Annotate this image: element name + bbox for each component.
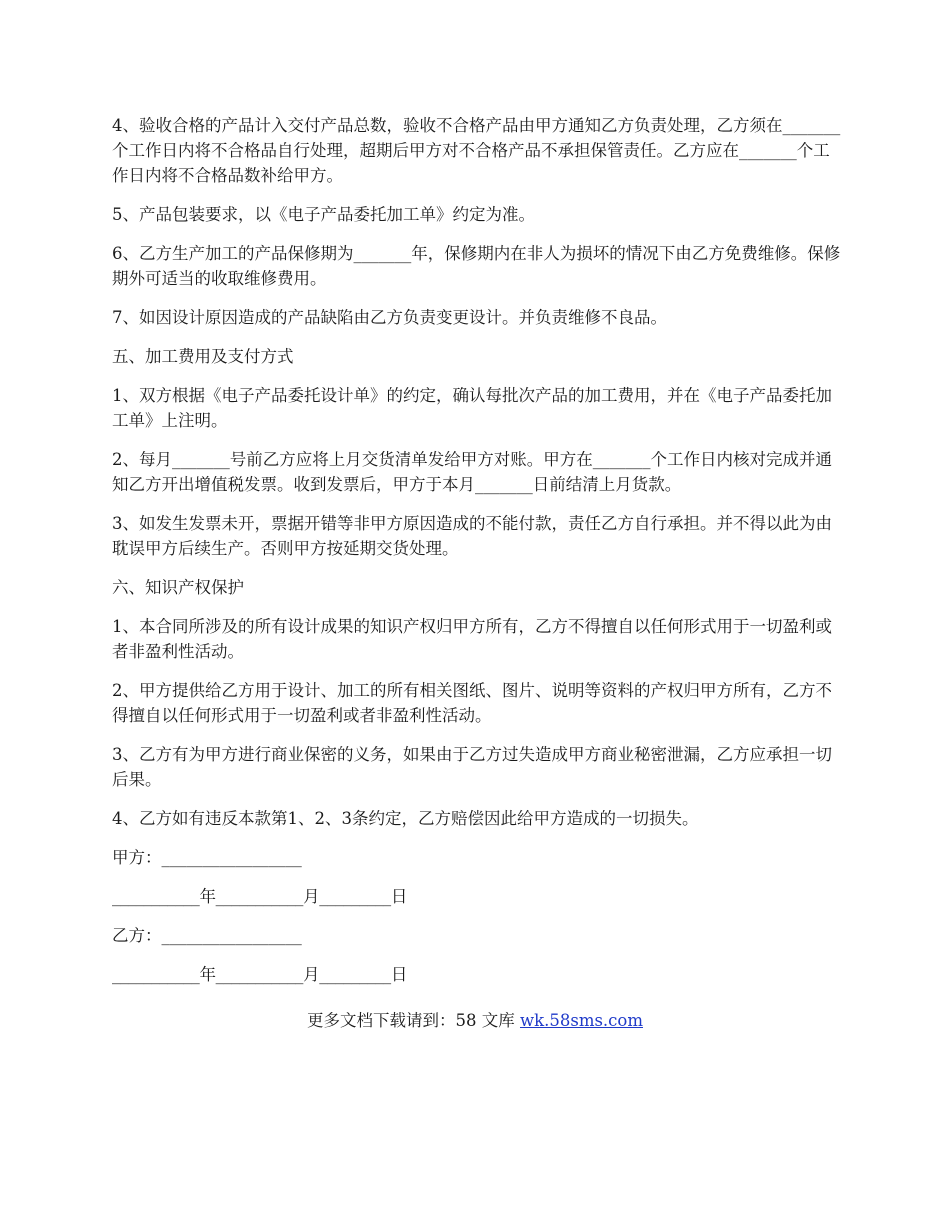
fees-clause-2: 2、每月_______号前乙方应将上月交货清单发给甲方对账。甲方在_______个工作日内核对完成并通知乙方开出增值税发票。收到发票后，甲方于本月_______日前结清上月货款。 — [112, 450, 832, 494]
clause-6-warranty: 6、乙方生产加工的产品保修期为_______年，保修期内在非人为损坏的情况下由乙方免费维修。保修期外可适当的收取维修费用。 — [112, 244, 841, 288]
download-footer — [0, 1008, 950, 1033]
ip-clause-2: 2、甲方提供给乙方用于设计、加工的所有相关图纸、图片、说明等资料的产权归甲方所有，乙方不得擅自以任何形式用于一切盈利或者非盈利性活动。 — [112, 681, 832, 725]
fees-clause-1: 1、双方根据《电子产品委托设计单》的约定，确认每批次产品的加工费用，并在《电子产品委托加工单》上注明。 — [112, 386, 832, 430]
party-a-date: ___________年___________月_________日 — [112, 887, 408, 906]
clause-5-packaging: 5、产品包装要求，以《电子产品委托加工单》约定为准。 — [112, 205, 535, 224]
footer-text: 更多文档下载请到：58 文库 — [306, 1011, 520, 1030]
clause-4-acceptance: 4、验收合格的产品计入交付产品总数，验收不合格产品由甲方通知乙方负责处理，乙方须在_______个工作日内将不合格品自行处理，超期后甲方对不合格产品不承担保管责任。乙方应在_______个工作日内将不合格品数补给甲方。 — [112, 116, 841, 185]
ip-clause-1: 1、本合同所涉及的所有设计成果的知识产权归甲方所有，乙方不得擅自以任何形式用于一切盈利或者非盈利性活动。 — [112, 617, 832, 661]
section-heading-ip: 六、知识产权保护 — [112, 578, 244, 597]
document-body — [112, 113, 842, 1001]
party-a-signature: 甲方：_________________ — [112, 848, 302, 867]
ip-clause-4: 4、乙方如有违反本款第1、2、3条约定，乙方赔偿因此给甲方造成的一切损失。 — [112, 809, 699, 828]
clause-7-design-defect: 7、如因设计原因造成的产品缺陷由乙方负责变更设计。并负责维修不良品。 — [112, 308, 667, 327]
fees-clause-3: 3、如发生发票未开，票据开错等非甲方原因造成的不能付款，责任乙方自行承担。并不得以此为由耽误甲方后续生产。否则甲方按延期交货处理。 — [112, 514, 832, 558]
section-heading-fees: 五、加工费用及支付方式 — [112, 347, 294, 366]
ip-clause-3: 3、乙方有为甲方进行商业保密的义务，如果由于乙方过失造成甲方商业秘密泄漏，乙方应承担一切后果。 — [112, 745, 832, 789]
footer-link[interactable]: wk.58sms.com — [519, 1011, 643, 1030]
party-b-date: ___________年___________月_________日 — [112, 965, 408, 984]
party-b-signature: 乙方：_________________ — [112, 926, 302, 945]
